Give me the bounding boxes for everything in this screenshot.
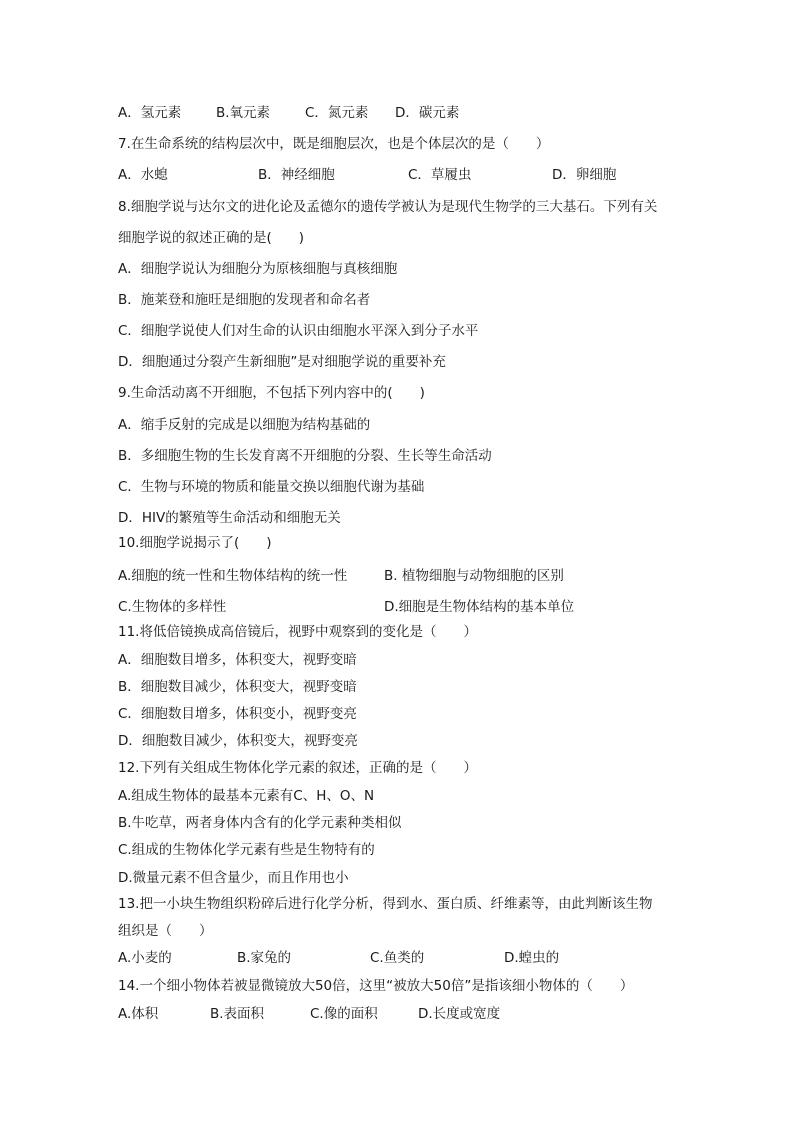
- q12-option-c: C.组成的生物体化学元素有些是生物特有的: [118, 842, 375, 858]
- q7-option-a: A．水螅: [118, 167, 168, 183]
- q9-option-b: B．多细胞生物的生长发育离不开细胞的分裂、生长等生命活动: [118, 448, 492, 464]
- q8-stem-line2: 细胞学说的叙述正确的是( ): [118, 230, 305, 246]
- q10-option-a: A.细胞的统一性和生物体结构的统一性: [118, 568, 348, 584]
- q14-stem: 14.一个细小物体若被显微镜放大50倍，这里“被放大50倍”是指该细小物体的（ ）: [118, 978, 634, 994]
- q10-option-c: C.生物体的多样性: [118, 599, 227, 615]
- q12-option-b: B.牛吃草，两者身体内含有的化学元素种类相似: [118, 815, 402, 831]
- q13-option-b: B.家兔的: [237, 950, 292, 966]
- q14-option-c: C.像的面积: [310, 1006, 378, 1022]
- q9-option-d: D．HIV的繁殖等生命活动和细胞无关: [118, 510, 341, 526]
- q9-option-a: A．缩手反射的完成是以细胞为结构基础的: [118, 417, 371, 433]
- q7-option-c: C．草履虫: [408, 167, 472, 183]
- q13-option-a: A.小麦的: [118, 950, 172, 966]
- q11-stem: 11.将低倍镜换成高倍镜后，视野中观察到的变化是（ ）: [118, 624, 477, 640]
- q6-option-c: C．氮元素: [305, 105, 369, 121]
- q12-option-d: D.微量元素不但含量少，而且作用也小: [118, 870, 349, 886]
- q8-option-c: C．细胞学说使人们对生命的认识由细胞水平深入到分子水平: [118, 323, 479, 339]
- q12-option-a: A.组成生物体的最基本元素有C、H、O、N: [118, 788, 375, 804]
- q11-option-b: B．细胞数目减少，体积变大，视野变暗: [118, 679, 357, 695]
- q10-stem: 10.细胞学说揭示了( ): [118, 535, 272, 551]
- q11-option-a: A．细胞数目增多，体积变大，视野变暗: [118, 652, 357, 668]
- q8-stem-line1: 8.细胞学说与达尔文的进化论及孟德尔的遗传学被认为是现代生物学的三大基石。下列有关: [118, 199, 658, 215]
- q8-option-b: B．施莱登和施旺是细胞的发现者和命名者: [118, 292, 371, 308]
- q13-stem-line1: 13.把一小块生物组织粉碎后进行化学分析，得到水、蛋白质、纤维素等，由此判断该生物: [118, 896, 653, 912]
- q8-option-a: A．细胞学说认为细胞分为原核细胞与真核细胞: [118, 261, 398, 277]
- q7-option-d: D．卵细胞: [552, 167, 617, 183]
- q8-option-d: D．细胞通过分裂产生新细胞”是对细胞学说的重要补充: [118, 354, 446, 370]
- q9-stem: 9.生命活动离不开细胞，不包括下列内容中的( ): [118, 385, 425, 401]
- q12-stem: 12.下列有关组成生物体化学元素的叙述，正确的是（ ）: [118, 760, 477, 776]
- q7-stem: 7.在生命系统的结构层次中，既是细胞层次，也是个体层次的是（ ）: [118, 136, 550, 152]
- q13-option-c: C.鱼类的: [370, 950, 425, 966]
- q6-option-b: B.氧元素: [216, 105, 271, 121]
- q10-option-d: D.细胞是生物体结构的基本单位: [384, 599, 575, 615]
- q7-option-b: B．神经细胞: [258, 167, 335, 183]
- q6-option-d: D．碳元素: [395, 105, 460, 121]
- q11-option-d: D．细胞数目减少，体积变大，视野变亮: [118, 733, 358, 749]
- q13-option-d: D.蝗虫的: [504, 950, 560, 966]
- q9-option-c: C．生物与环境的物质和能量交换以细胞代谢为基础: [118, 479, 425, 495]
- q10-option-b: B. 植物细胞与动物细胞的区别: [384, 568, 564, 584]
- q14-option-d: D.长度或宽度: [418, 1006, 501, 1022]
- q6-option-a: A．氢元素: [118, 105, 182, 121]
- q11-option-c: C．细胞数目增多，体积变小，视野变亮: [118, 706, 357, 722]
- q14-option-b: B.表面积: [210, 1006, 265, 1022]
- q14-option-a: A.体积: [118, 1006, 159, 1022]
- q13-stem-line2: 组织是（ ）: [118, 923, 213, 939]
